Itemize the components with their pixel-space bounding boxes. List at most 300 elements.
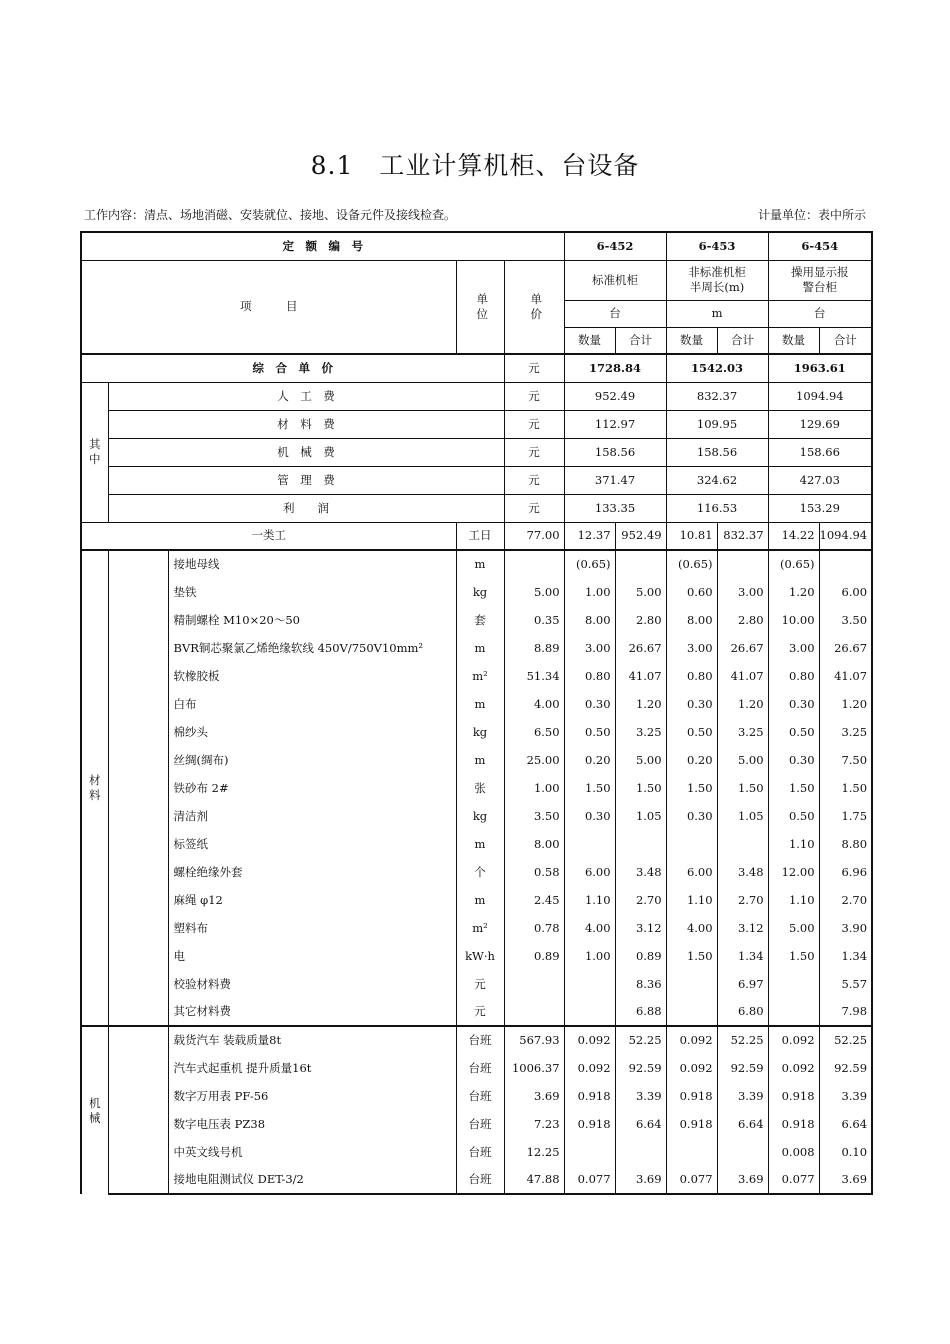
row-cell: 0.30	[768, 746, 819, 774]
row-cell: 26.67	[819, 634, 872, 662]
row-unit: m	[456, 746, 504, 774]
row-unit: kg	[456, 802, 504, 830]
machinery-name: 载货汽车 装载质量8t	[168, 1026, 456, 1054]
row-cell: 0.092	[564, 1054, 615, 1082]
row-cell	[666, 998, 717, 1026]
quota-code: 6-454	[768, 232, 872, 260]
material-row	[81, 998, 872, 1026]
material-name: 清洁剂	[168, 802, 456, 830]
row-unit: kg	[456, 578, 504, 606]
row-cell: 4.00	[564, 914, 615, 942]
row-cell: 41.07	[819, 662, 872, 690]
row-cell: 41.07	[717, 662, 768, 690]
row-cell: 0.918	[564, 1110, 615, 1138]
total-header: 合计	[717, 327, 768, 354]
row-cell: 7.98	[819, 998, 872, 1026]
breakdown-name: 材 料 费	[108, 410, 504, 438]
material-row	[81, 942, 872, 970]
row-cell	[768, 998, 819, 1026]
row-cell: 0.30	[768, 690, 819, 718]
row-cell: 6.88	[615, 998, 666, 1026]
material-name: 麻绳 φ12	[168, 886, 456, 914]
breakdown-row	[81, 410, 872, 438]
machinery-row	[81, 1026, 872, 1054]
breakdown-row	[81, 466, 872, 494]
row-cell	[717, 550, 768, 578]
row-cell: 5.00	[717, 746, 768, 774]
row-price: 4.00	[504, 690, 564, 718]
material-row	[81, 830, 872, 858]
material-name: BVR铜芯聚氯乙烯绝缘软线 450V/750V10mm²	[168, 634, 456, 662]
row-cell	[564, 998, 615, 1026]
row-price	[504, 998, 564, 1026]
labor-cell: 10.81	[666, 522, 717, 550]
row-cell: 0.80	[768, 662, 819, 690]
row-cell: 0.092	[666, 1026, 717, 1054]
row-cell: 3.48	[717, 858, 768, 886]
row-cell: 1.50	[717, 774, 768, 802]
machinery-blank	[108, 1026, 168, 1194]
row-cell: 3.39	[615, 1082, 666, 1110]
row-cell: 6.80	[717, 998, 768, 1026]
row-cell: (0.65)	[564, 550, 615, 578]
row-cell: 0.077	[564, 1166, 615, 1194]
row-cell	[666, 1138, 717, 1166]
row-cell: 1.50	[666, 774, 717, 802]
row-cell: 1.10	[768, 830, 819, 858]
row-cell: 3.39	[819, 1082, 872, 1110]
unit-header: 单位	[456, 260, 504, 354]
row-unit: 台班	[456, 1026, 504, 1054]
material-name: 接地母线	[168, 550, 456, 578]
unit-note: 计量单位：表中所示	[757, 208, 866, 222]
item-name: 标准机柜	[564, 260, 666, 300]
machinery-row	[81, 1082, 872, 1110]
breakdown-value: 153.29	[768, 494, 872, 522]
row-price: 1.00	[504, 774, 564, 802]
row-cell: 1.50	[666, 942, 717, 970]
row-cell: 8.36	[615, 970, 666, 998]
material-row	[81, 774, 872, 802]
row-cell: 0.918	[666, 1110, 717, 1138]
machinery-name: 中英文线号机	[168, 1138, 456, 1166]
machinery-row	[81, 1138, 872, 1166]
breakdown-name: 机 械 费	[108, 438, 504, 466]
material-row	[81, 718, 872, 746]
row-cell: 0.30	[666, 690, 717, 718]
breakdown-row	[81, 382, 872, 410]
row-cell: 6.00	[564, 858, 615, 886]
row-unit: 台班	[456, 1138, 504, 1166]
quota-no-label: 定 额 编 号	[81, 232, 564, 260]
material-row	[81, 746, 872, 774]
page-title: 8.1 工业计算机柜、台设备	[310, 151, 640, 180]
row-cell: 6.00	[819, 578, 872, 606]
row-cell: 6.00	[666, 858, 717, 886]
row-cell: 3.00	[717, 578, 768, 606]
row-unit: 台班	[456, 1166, 504, 1194]
row-cell: 2.70	[717, 886, 768, 914]
row-cell: 1.50	[768, 774, 819, 802]
row-cell: 1.20	[717, 690, 768, 718]
row-cell: 4.00	[666, 914, 717, 942]
breakdown-value: 129.69	[768, 410, 872, 438]
material-name: 白布	[168, 690, 456, 718]
qty-header: 数量	[666, 327, 717, 354]
row-cell: 0.918	[666, 1082, 717, 1110]
row-cell: 1.34	[819, 942, 872, 970]
row-cell: 0.918	[768, 1082, 819, 1110]
row-cell: 0.50	[666, 718, 717, 746]
breakdown-value: 832.37	[666, 382, 768, 410]
row-cell: 8.00	[666, 606, 717, 634]
row-cell: 6.96	[819, 858, 872, 886]
row-cell: 1.50	[768, 942, 819, 970]
row-unit: m	[456, 830, 504, 858]
row-cell: 5.57	[819, 970, 872, 998]
material-name: 校验材料费	[168, 970, 456, 998]
quota-table	[80, 231, 873, 1195]
row-cell: 3.48	[615, 858, 666, 886]
material-row	[81, 802, 872, 830]
row-cell: 52.25	[615, 1026, 666, 1054]
price-header: 单价	[504, 260, 564, 354]
row-cell: 3.25	[615, 718, 666, 746]
row-cell: 1.10	[768, 886, 819, 914]
material-row	[81, 970, 872, 998]
row-cell: 8.00	[564, 606, 615, 634]
row-cell: 0.30	[564, 802, 615, 830]
row-cell: 0.077	[666, 1166, 717, 1194]
breakdown-value: 324.62	[666, 466, 768, 494]
row-cell	[615, 550, 666, 578]
row-unit: 台班	[456, 1082, 504, 1110]
summary-unit: 元	[504, 354, 564, 382]
row-cell: 1.34	[717, 942, 768, 970]
row-cell: 3.25	[717, 718, 768, 746]
breakdown-unit: 元	[504, 382, 564, 410]
quota-code: 6-453	[666, 232, 768, 260]
breakdown-row	[81, 438, 872, 466]
row-cell: 1.10	[564, 886, 615, 914]
row-unit: 元	[456, 998, 504, 1026]
row-cell: 1.50	[615, 774, 666, 802]
row-price: 8.00	[504, 830, 564, 858]
row-price: 8.89	[504, 634, 564, 662]
row-price: 1006.37	[504, 1054, 564, 1082]
material-name: 铁砂布 2#	[168, 774, 456, 802]
row-cell: 10.00	[768, 606, 819, 634]
material-name: 精制螺栓 M10×20～50	[168, 606, 456, 634]
row-cell	[564, 970, 615, 998]
row-cell	[666, 830, 717, 858]
breakdown-group-label: 其中	[81, 382, 108, 522]
breakdown-name: 利 润	[108, 494, 504, 522]
breakdown-unit: 元	[504, 438, 564, 466]
breakdown-name: 人 工 费	[108, 382, 504, 410]
row-cell: 1.20	[615, 690, 666, 718]
machinery-name: 汽车式起重机 提升质量16t	[168, 1054, 456, 1082]
row-cell: 6.64	[615, 1110, 666, 1138]
labor-name: 一类工	[81, 522, 456, 550]
machinery-group-label: 机械	[81, 1026, 108, 1194]
row-cell	[717, 830, 768, 858]
row-cell: 1.05	[717, 802, 768, 830]
row-cell: 1.10	[666, 886, 717, 914]
row-cell: 0.10	[819, 1138, 872, 1166]
summary-value: 1542.03	[666, 354, 768, 382]
summary-row	[81, 354, 872, 382]
breakdown-value: 109.95	[666, 410, 768, 438]
row-cell: 0.50	[564, 718, 615, 746]
labor-cell: 1094.94	[819, 522, 872, 550]
row-unit: m	[456, 886, 504, 914]
qty-header: 数量	[564, 327, 615, 354]
row-cell: 1.00	[564, 578, 615, 606]
row-cell: 5.00	[615, 578, 666, 606]
row-cell: 0.80	[666, 662, 717, 690]
breakdown-name: 管 理 费	[108, 466, 504, 494]
material-row	[81, 634, 872, 662]
row-price: 12.25	[504, 1138, 564, 1166]
breakdown-row	[81, 494, 872, 522]
row-price: 5.00	[504, 578, 564, 606]
breakdown-value: 952.49	[564, 382, 666, 410]
row-cell: 0.20	[564, 746, 615, 774]
row-price: 7.23	[504, 1110, 564, 1138]
row-unit: m	[456, 550, 504, 578]
row-cell: 3.00	[768, 634, 819, 662]
item-name: 操用显示报警台柜	[768, 260, 872, 300]
row-cell: 1.75	[819, 802, 872, 830]
row-cell: 0.60	[666, 578, 717, 606]
row-cell	[564, 1138, 615, 1166]
breakdown-value: 158.56	[564, 438, 666, 466]
row-cell: 26.67	[717, 634, 768, 662]
row-cell: 12.00	[768, 858, 819, 886]
material-name: 棉纱头	[168, 718, 456, 746]
row-cell: 3.39	[717, 1082, 768, 1110]
item-unit: 台	[768, 300, 872, 327]
row-cell: 0.077	[768, 1166, 819, 1194]
row-unit: kW·h	[456, 942, 504, 970]
breakdown-unit: 元	[504, 494, 564, 522]
breakdown-value: 112.97	[564, 410, 666, 438]
item-unit: 台	[564, 300, 666, 327]
row-unit: 套	[456, 606, 504, 634]
row-unit: 张	[456, 774, 504, 802]
row-cell: 1.00	[564, 942, 615, 970]
row-cell: 1.20	[819, 690, 872, 718]
machinery-name: 数字电压表 PZ38	[168, 1110, 456, 1138]
material-name: 软橡胶板	[168, 662, 456, 690]
row-cell: 0.20	[666, 746, 717, 774]
breakdown-value: 158.56	[666, 438, 768, 466]
header-row-names	[81, 260, 872, 300]
row-cell	[768, 970, 819, 998]
machinery-row	[81, 1110, 872, 1138]
row-cell: 3.12	[615, 914, 666, 942]
breakdown-value: 116.53	[666, 494, 768, 522]
materials-group-label: 材料	[81, 550, 108, 1026]
row-cell: 1.20	[768, 578, 819, 606]
row-price: 25.00	[504, 746, 564, 774]
row-cell: 0.50	[768, 802, 819, 830]
row-cell: 3.00	[666, 634, 717, 662]
material-name: 其它材料费	[168, 998, 456, 1026]
row-cell: 0.30	[564, 690, 615, 718]
row-cell: 6.97	[717, 970, 768, 998]
row-cell: 3.12	[717, 914, 768, 942]
row-price: 51.34	[504, 662, 564, 690]
row-cell: 5.00	[768, 914, 819, 942]
row-cell: 0.092	[666, 1054, 717, 1082]
row-price: 47.88	[504, 1166, 564, 1194]
total-header: 合计	[615, 327, 666, 354]
row-cell	[615, 830, 666, 858]
row-cell: 26.67	[615, 634, 666, 662]
row-price: 3.69	[504, 1082, 564, 1110]
row-cell: 0.092	[564, 1026, 615, 1054]
labor-cell: 952.49	[615, 522, 666, 550]
row-cell: (0.65)	[666, 550, 717, 578]
row-cell: 2.80	[615, 606, 666, 634]
machinery-name: 接地电阻测试仪 DET-3/2	[168, 1166, 456, 1194]
row-cell: 0.092	[768, 1026, 819, 1054]
row-cell: 5.00	[615, 746, 666, 774]
row-cell: 2.70	[615, 886, 666, 914]
row-price: 0.35	[504, 606, 564, 634]
material-name: 塑料布	[168, 914, 456, 942]
row-cell: 41.07	[615, 662, 666, 690]
row-price: 0.58	[504, 858, 564, 886]
row-cell: 0.918	[564, 1082, 615, 1110]
material-row	[81, 606, 872, 634]
labor-cell: 832.37	[717, 522, 768, 550]
row-cell	[819, 550, 872, 578]
work-content-note: 工作内容：清点、场地消磁、安装就位、接地、设备元件及接线检查。	[84, 208, 457, 222]
row-price: 3.50	[504, 802, 564, 830]
material-name: 标签纸	[168, 830, 456, 858]
row-unit: m	[456, 690, 504, 718]
row-price: 0.89	[504, 942, 564, 970]
breakdown-value: 427.03	[768, 466, 872, 494]
material-row	[81, 914, 872, 942]
row-price: 567.93	[504, 1026, 564, 1054]
row-unit: m	[456, 634, 504, 662]
row-cell: 3.50	[819, 606, 872, 634]
row-unit: 个	[456, 858, 504, 886]
row-cell: 3.69	[819, 1166, 872, 1194]
material-name: 垫铁	[168, 578, 456, 606]
row-unit: 台班	[456, 1054, 504, 1082]
row-cell: 0.008	[768, 1138, 819, 1166]
labor-row	[81, 522, 872, 550]
row-cell	[717, 1138, 768, 1166]
row-price: 2.45	[504, 886, 564, 914]
material-name: 螺栓绝缘外套	[168, 858, 456, 886]
row-cell: 0.50	[768, 718, 819, 746]
row-cell: 52.25	[717, 1026, 768, 1054]
total-header: 合计	[819, 327, 872, 354]
summary-value: 1963.61	[768, 354, 872, 382]
labor-cell: 12.37	[564, 522, 615, 550]
row-cell: 92.59	[615, 1054, 666, 1082]
row-cell	[564, 830, 615, 858]
material-row	[81, 550, 872, 578]
row-cell: 1.05	[615, 802, 666, 830]
breakdown-value: 133.35	[564, 494, 666, 522]
qty-header: 数量	[768, 327, 819, 354]
row-cell: 0.092	[768, 1054, 819, 1082]
row-cell: 3.69	[717, 1166, 768, 1194]
row-price	[504, 970, 564, 998]
row-cell: 1.50	[819, 774, 872, 802]
labor-price: 77.00	[504, 522, 564, 550]
row-cell: 2.80	[717, 606, 768, 634]
breakdown-unit: 元	[504, 466, 564, 494]
item-name: 非标准机柜半周长(m)	[666, 260, 768, 300]
row-cell: 92.59	[819, 1054, 872, 1082]
material-row	[81, 578, 872, 606]
row-cell	[666, 970, 717, 998]
row-unit: kg	[456, 718, 504, 746]
item-unit: m	[666, 300, 768, 327]
row-cell: 7.50	[819, 746, 872, 774]
material-row	[81, 858, 872, 886]
breakdown-unit: 元	[504, 410, 564, 438]
summary-label: 综 合 单 价	[81, 354, 504, 382]
row-cell: 3.90	[819, 914, 872, 942]
row-cell: 0.30	[666, 802, 717, 830]
row-unit: m²	[456, 662, 504, 690]
row-price: 6.50	[504, 718, 564, 746]
row-cell: 92.59	[717, 1054, 768, 1082]
breakdown-value: 1094.94	[768, 382, 872, 410]
breakdown-value: 371.47	[564, 466, 666, 494]
material-row	[81, 662, 872, 690]
row-unit: 元	[456, 970, 504, 998]
material-row	[81, 886, 872, 914]
row-cell	[615, 1138, 666, 1166]
row-cell: 0.80	[564, 662, 615, 690]
header-row-codes	[81, 232, 872, 260]
summary-value: 1728.84	[564, 354, 666, 382]
row-cell: 6.64	[717, 1110, 768, 1138]
row-cell: 2.70	[819, 886, 872, 914]
row-price	[504, 550, 564, 578]
item-label: 项 目	[81, 260, 456, 354]
row-cell: 6.64	[819, 1110, 872, 1138]
labor-unit: 工日	[456, 522, 504, 550]
row-cell: 8.80	[819, 830, 872, 858]
row-cell: 3.25	[819, 718, 872, 746]
machinery-name: 数字万用表 PF-56	[168, 1082, 456, 1110]
material-name: 电	[168, 942, 456, 970]
row-cell: 0.918	[768, 1110, 819, 1138]
labor-cell: 14.22	[768, 522, 819, 550]
row-unit: 台班	[456, 1110, 504, 1138]
machinery-row	[81, 1166, 872, 1194]
materials-blank	[108, 550, 168, 1026]
material-name: 丝绸(绸布)	[168, 746, 456, 774]
material-row	[81, 690, 872, 718]
row-cell: 1.50	[564, 774, 615, 802]
row-unit: m²	[456, 914, 504, 942]
row-cell: (0.65)	[768, 550, 819, 578]
machinery-row	[81, 1054, 872, 1082]
row-cell: 3.00	[564, 634, 615, 662]
